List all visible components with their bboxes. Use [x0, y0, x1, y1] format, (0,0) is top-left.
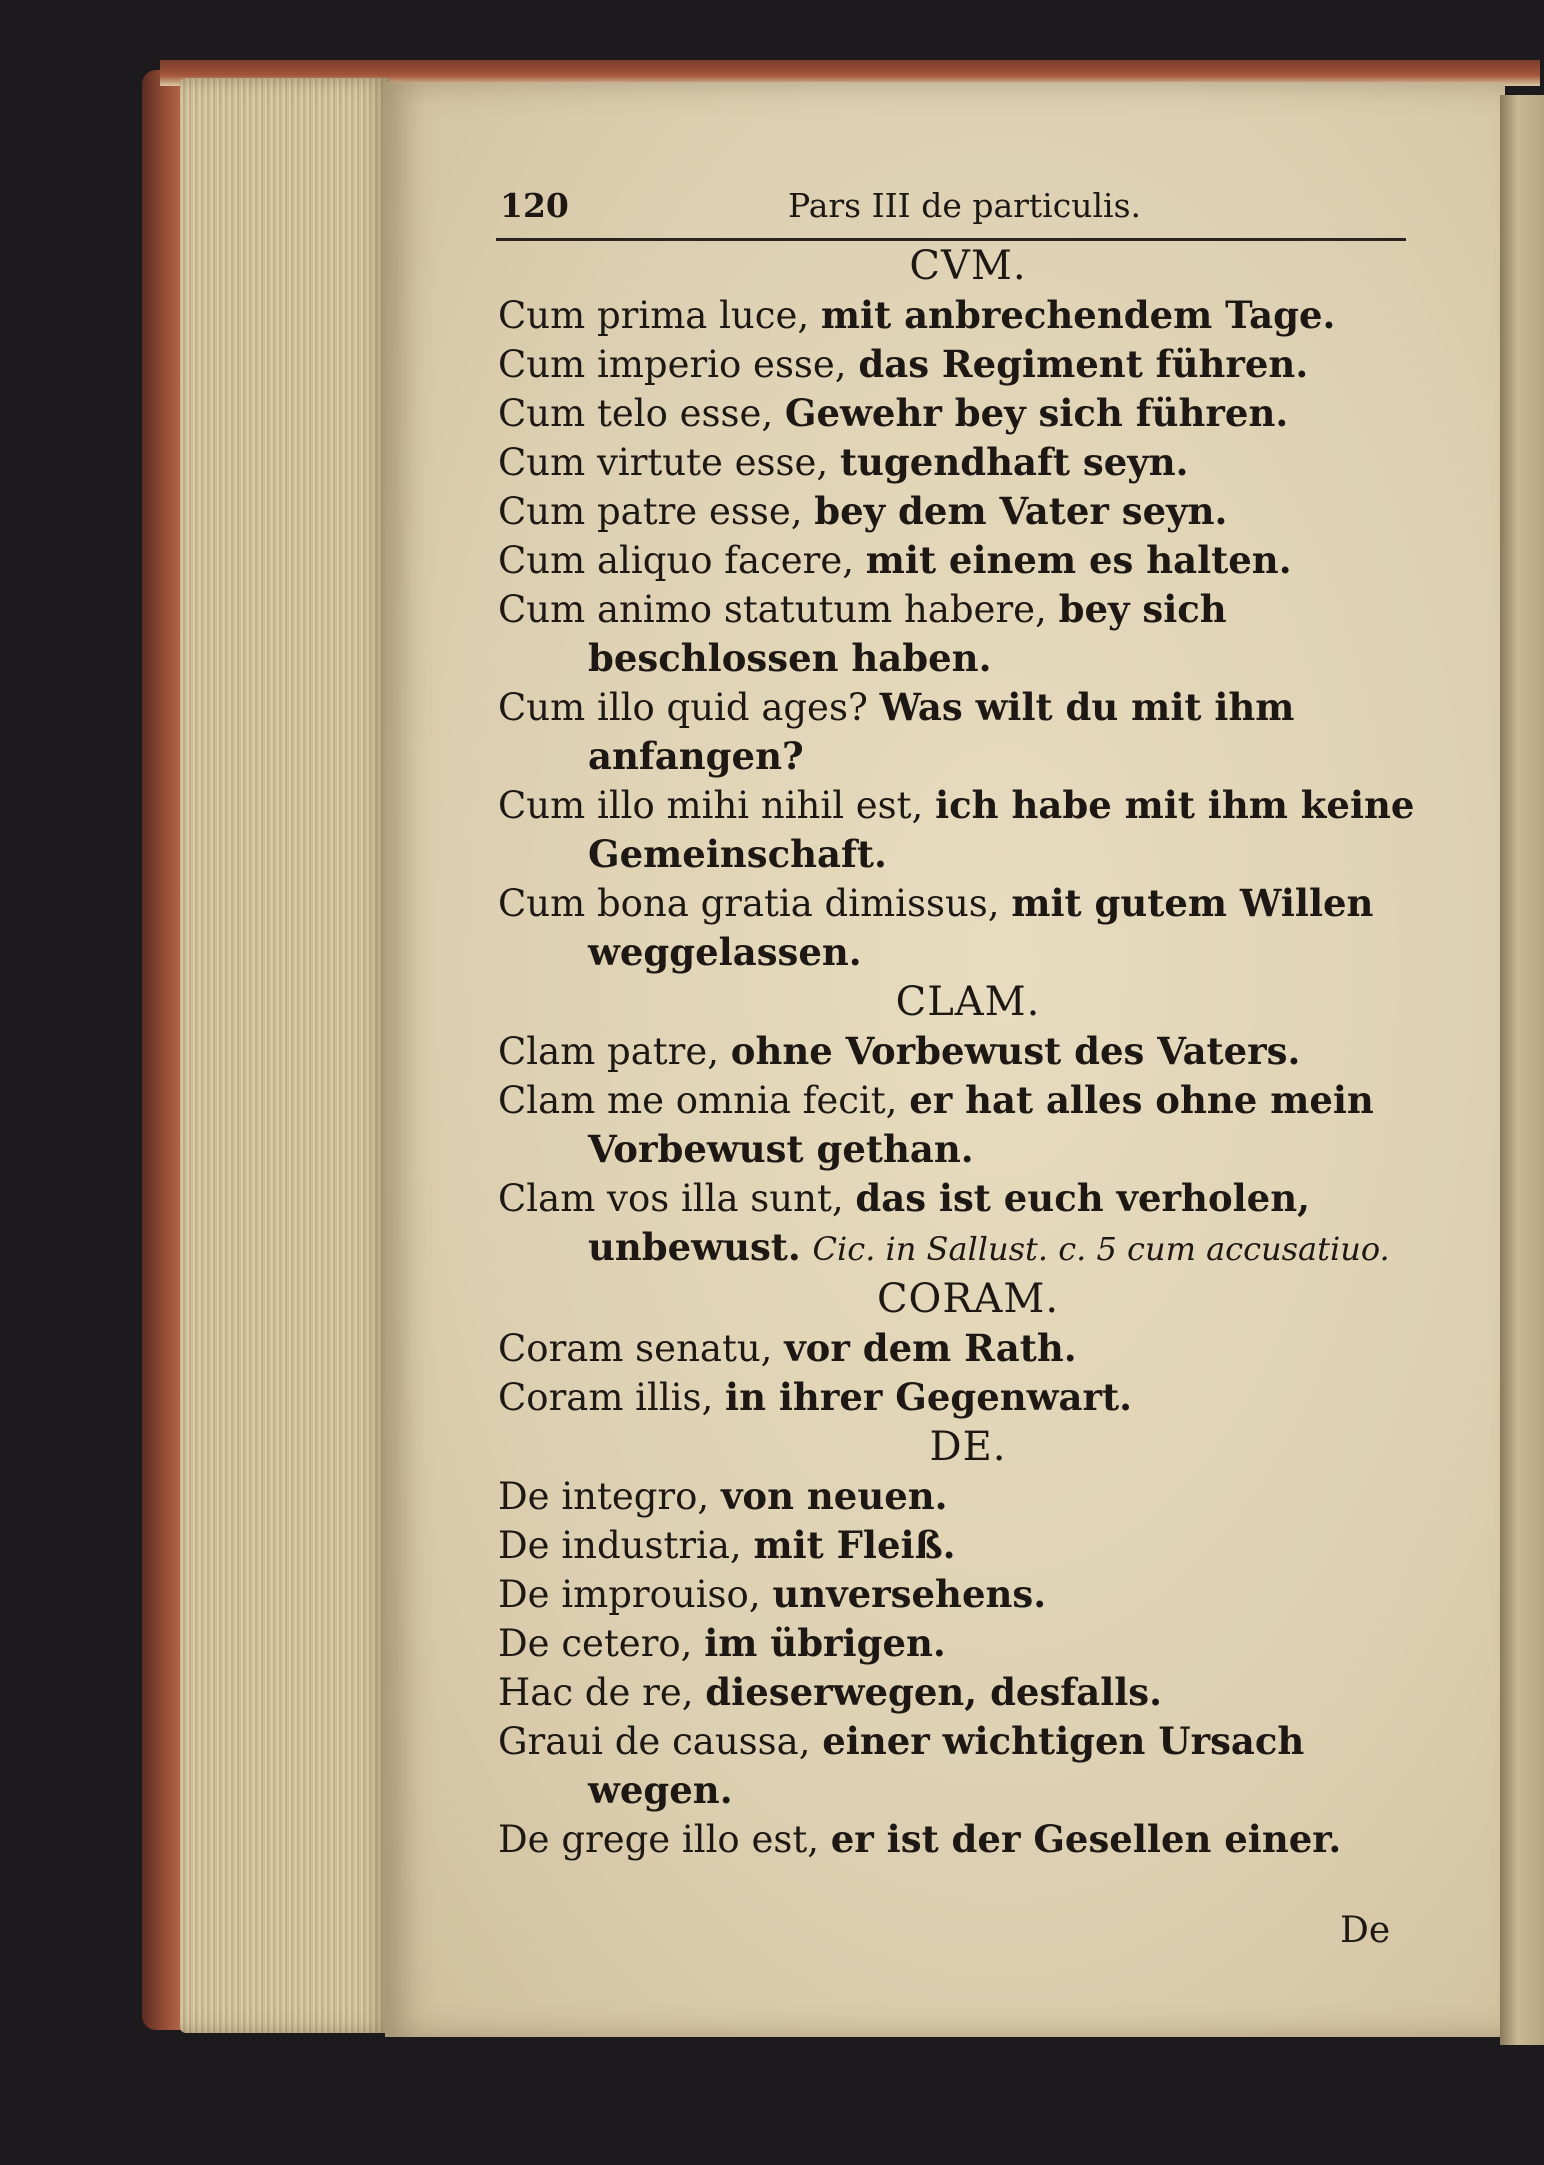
entry	[498, 1076, 1418, 1174]
page-block-edges	[180, 78, 390, 2033]
german-translation: Gewehr bey sich führen.	[784, 391, 1289, 435]
german-translation: tugendhaft seyn.	[839, 440, 1189, 484]
german-translation: ich habe mit ihm keine Gemeinschaft.	[588, 783, 1415, 876]
entry	[498, 1668, 1418, 1717]
entry	[498, 340, 1418, 389]
latin-phrase: De improuiso,	[498, 1573, 761, 1616]
section-heading-de: DE.	[929, 1424, 1007, 1470]
german-translation: das Regiment führen.	[858, 342, 1309, 386]
running-header	[478, 180, 1418, 238]
german-translation: bey dem Vater seyn.	[814, 489, 1228, 533]
section-heading-cvm: CVM.	[909, 243, 1027, 289]
entry	[498, 291, 1418, 340]
entry	[498, 389, 1418, 438]
section-heading-coram: CORAM.	[876, 1276, 1060, 1322]
entry	[498, 1521, 1418, 1570]
latin-phrase: Cum illo quid ages?	[498, 686, 868, 729]
german-translation: von neuen.	[720, 1474, 948, 1518]
entry	[498, 1815, 1418, 1864]
german-translation: Was wilt du mit ihm anfangen?	[588, 685, 1295, 778]
latin-phrase: Cum patre esse,	[498, 490, 803, 533]
latin-phrase: Graui de caussa,	[498, 1720, 811, 1763]
latin-phrase: Cum aliquo facere,	[498, 539, 854, 582]
german-translation: ohne Vorbewust des Vaters.	[730, 1029, 1301, 1073]
latin-phrase: De grege illo est,	[498, 1818, 819, 1861]
section-heading-clam: CLAM.	[895, 979, 1041, 1025]
entry	[498, 781, 1418, 879]
german-translation: im übrigen.	[704, 1621, 946, 1665]
latin-phrase: Clam patre,	[498, 1030, 720, 1073]
entry	[498, 1717, 1418, 1815]
german-translation: dieserwegen, desfalls.	[705, 1670, 1163, 1714]
latin-phrase: Clam me omnia fecit,	[498, 1079, 898, 1122]
entry	[498, 1324, 1418, 1373]
latin-phrase: Cum bona gratia dimissus,	[498, 882, 1000, 925]
latin-phrase: Clam vos illa sunt,	[498, 1177, 844, 1220]
page-text	[478, 180, 1418, 1864]
entry	[498, 1570, 1418, 1619]
latin-phrase: De industria,	[498, 1524, 742, 1567]
entry	[498, 879, 1418, 977]
latin-phrase: Hac de re,	[498, 1671, 694, 1714]
german-translation: in ihrer Gegenwart.	[725, 1375, 1132, 1419]
facing-page-edge	[1500, 95, 1544, 2045]
latin-phrase: Cum illo mihi nihil est,	[498, 784, 924, 827]
latin-phrase: De cetero,	[498, 1622, 693, 1665]
citation: Cic. in Sallust. c. 5 cum accusatiuo.	[812, 1230, 1390, 1268]
latin-phrase: Cum virtute esse,	[498, 441, 829, 484]
page-number: 120	[500, 186, 569, 225]
entry	[498, 585, 1418, 683]
german-translation: er ist der Gesellen einer.	[830, 1817, 1342, 1861]
entry	[498, 1472, 1418, 1521]
german-translation: bey sich beschlossen haben.	[588, 587, 1227, 680]
entry	[498, 1174, 1418, 1274]
entry	[498, 1027, 1418, 1076]
entry	[498, 683, 1418, 781]
running-title: Pars III de particulis.	[788, 186, 1141, 225]
german-translation: einer wichtigen Ursach wegen.	[588, 1719, 1305, 1812]
entry	[498, 1373, 1418, 1422]
german-translation: mit einem es halten.	[865, 538, 1292, 582]
entry	[498, 1619, 1418, 1668]
latin-phrase: Cum telo esse,	[498, 392, 774, 435]
german-translation: mit Fleiß.	[753, 1523, 956, 1567]
german-translation: unversehens.	[772, 1572, 1047, 1616]
latin-phrase: De integro,	[498, 1475, 710, 1518]
latin-phrase: Cum imperio esse,	[498, 343, 847, 386]
entry	[498, 536, 1418, 585]
latin-phrase: Coram senatu,	[498, 1327, 773, 1370]
entry	[498, 438, 1418, 487]
german-translation: er hat alles ohne mein Vorbewust gethan.	[588, 1078, 1374, 1171]
german-translation: mit anbrechendem Tage.	[820, 293, 1336, 337]
latin-phrase: Coram illis,	[498, 1376, 714, 1419]
german-translation: das ist euch verholen, unbewust.	[588, 1176, 1311, 1269]
latin-phrase: Cum prima luce,	[498, 294, 810, 337]
german-translation: mit gutem Willen weggelassen.	[588, 881, 1374, 974]
german-translation: vor dem Rath.	[784, 1326, 1077, 1370]
entry	[498, 487, 1418, 536]
latin-phrase: Cum animo statutum habere,	[498, 588, 1047, 631]
catchword: De	[1340, 1910, 1391, 1951]
